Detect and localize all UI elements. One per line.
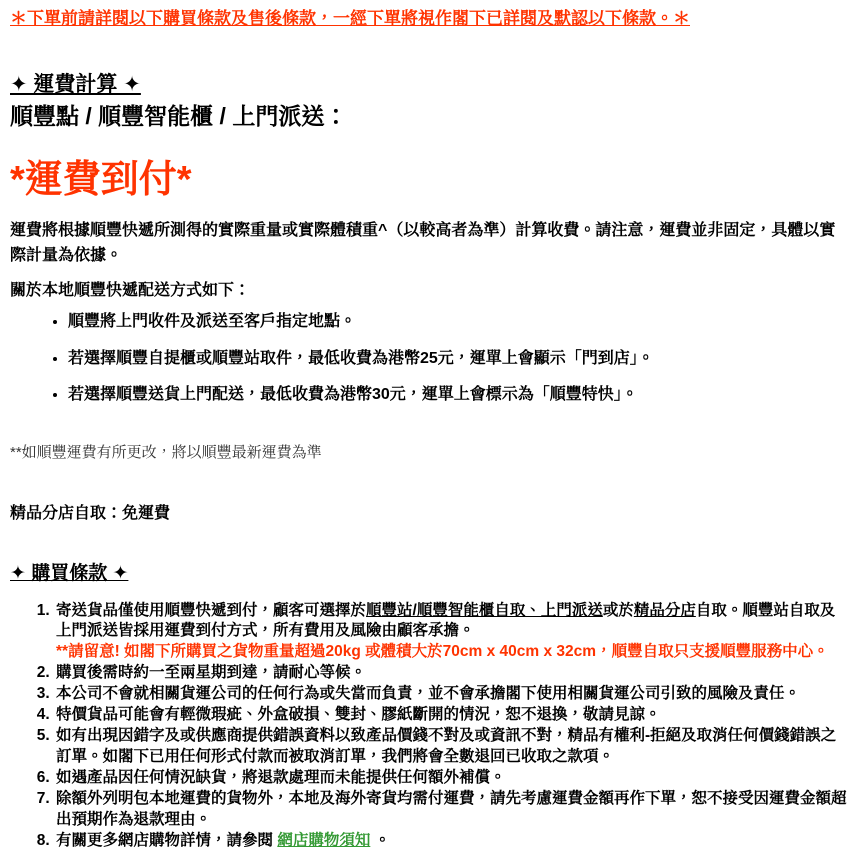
local-delivery-intro: 關於本地順豐快遞配送方式如下： <box>10 281 251 299</box>
term-item-7: 7. 除額外列明包本地運費的貨物外，本地及海外寄貨均需付運費，請先考慮運費金額再作下單，恕不接受因運費金額超出預期作為退款理由。 <box>54 789 849 831</box>
term-1-underlined-store: 精品分店 <box>633 601 696 619</box>
term-1-size-warning: **請留意! 如閣下所購買之貨物重量超過20kg 或體積大於70cm x 40cm x 32cm，順豐自取只支援順豐服務中心。 <box>56 643 829 661</box>
delivery-methods-heading: 順豐點 / 順豐智能櫃 / 上門派送： <box>10 103 348 130</box>
store-pickup-note: 精品分店自取：免運費 <box>10 505 171 523</box>
list-item: • 順豐將上門收件及派送至客戶指定地點。 <box>68 311 849 333</box>
term-1-underlined-methods: 順豐站/順豐智能櫃自取、上門派送 <box>366 601 603 619</box>
purchase-terms-list <box>10 601 849 852</box>
freight-calc-description: 運費將根據順豐快遞所測得的實際重量或實際體積重^（以較高者為準）計算收費。請注意，運費並非固定，具體以實際計量為依據。 <box>10 221 836 264</box>
term-8-text: 有關更多網店購物詳情，請參閱 <box>56 831 278 849</box>
term-item-4: 4. 特價貨品可能會有輕微瑕疵、外盒破損、雙封、膠紙斷開的情況，恕不退換，敬請見諒。 <box>54 705 849 726</box>
term-1-text: 或於 <box>602 601 634 619</box>
freight-collect-heading: *運費到付* <box>10 159 192 202</box>
term-item-5: 5. 如有出現因錯字及或供應商提供錯誤資料以致產品價錢不對及或資訊不對，精品有權利-拒絕及取消任何價錢錯誤之訂單。如閣下已用任何形式付款而被取消訂單，我們將會全數退回已收取之款項。 <box>54 726 849 768</box>
list-item: • 若選擇順豐送貨上門配送，最低收費為港幣30元，運單上會標示為「順豐特快」。 <box>68 384 849 406</box>
list-item: • 若選擇順豐自提櫃或順豐站取件，最低收費為港幣25元，運單上會顯示「門到店」。 <box>68 348 849 370</box>
shop-guide-link[interactable]: 網店購物須知 <box>277 831 371 849</box>
delivery-options-list <box>10 307 849 406</box>
term-item-6: 6. 如遇產品因任何情況缺貨，將退款處理而未能提供任何額外補償。 <box>54 768 849 789</box>
term-item-8 <box>54 831 849 852</box>
term-8-text: 。 <box>370 831 391 849</box>
freight-change-note: **如順豐運費有所更改，將以順豐最新運費為準 <box>10 444 322 462</box>
term-item-2: 2. 購買後需時約一至兩星期到達，請耐心等候。 <box>54 663 849 684</box>
purchase-terms-heading: ✦ 購買條款 ✦ <box>10 562 129 584</box>
top-warning-notice: ＊下單前請詳閱以下購買條款及售後條款，一經下單將視作閣下已詳閱及默認以下條款。＊ <box>10 9 690 28</box>
term-item-1 <box>54 601 849 664</box>
term-item-3: 3. 本公司不會就相關貨運公司的任何行為或失當而負責，並不會承擔閣下使用相關貨運公司引致的風險及責任。 <box>54 684 849 705</box>
term-1-text: 寄送貨品僅使用順豐快遞到付，顧客可選擇於 <box>56 601 367 619</box>
freight-calculation-heading: ✦ 運費計算 ✦ <box>10 73 141 97</box>
term-1-text: 自取。順豐站自取及上門派送皆採用運費到付方式，所有費用及風險由顧客承擔。 <box>56 601 836 640</box>
